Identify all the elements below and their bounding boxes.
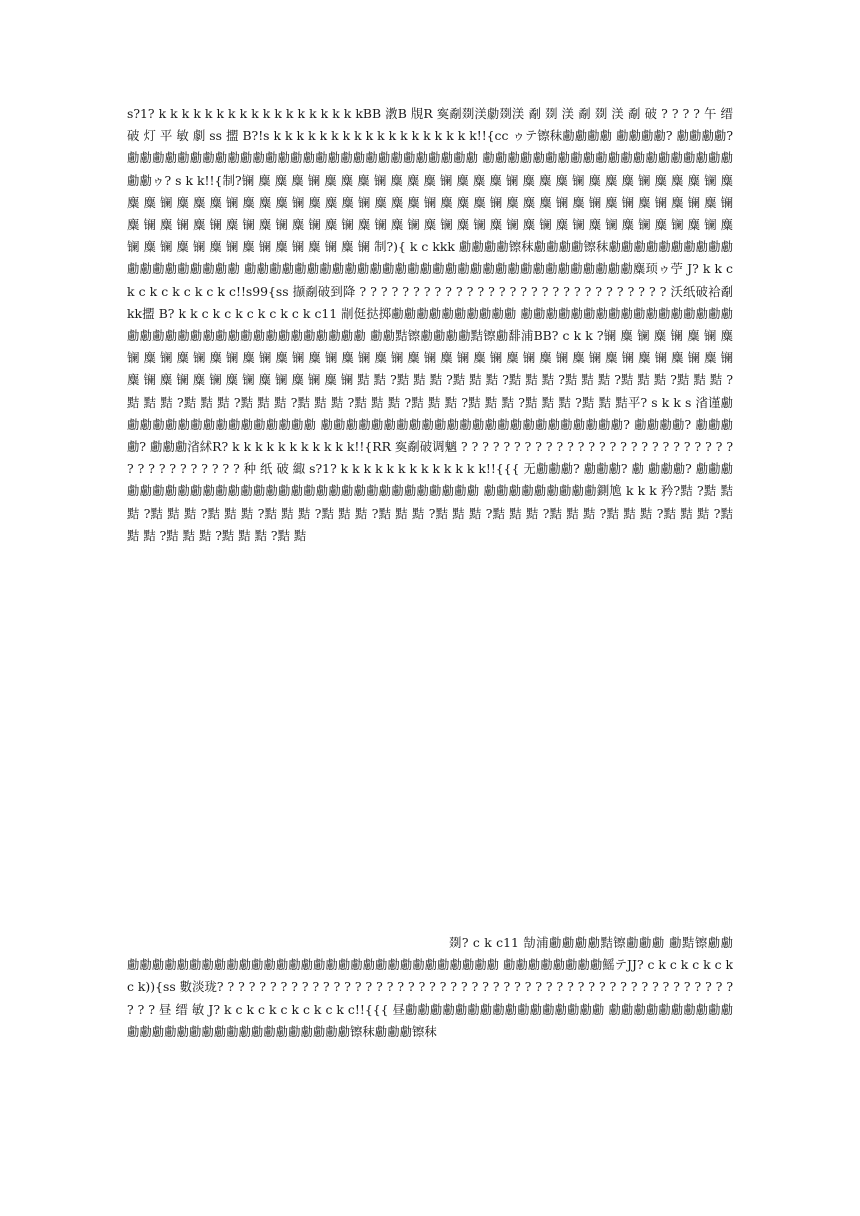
text-block-lower: 剟? c k c11 勂浦勴勴勴勴黠镲勴勴勴 勴黠镲勴勴勴勴勴勴勴勴勴勴勴勴勴勴勴勴勴勴勴勴勴勴勴勴勴勴勴勴勴勴勴勴 勴勴勴勴勴勴勴勴鰩テJJ? c k c k c k c k c k)){ss 數淡珑? ? ? ? ? ? ? ? ? ? ? ? ? ? ? ? ? ? ? ? ? ? ? ? ? ? ? ? ? ? ? ? ? ? ? ? ? ? ? ? ? ? ? ? ? ? ? ? ? ? ? ? 昼 缙 敏 J? k c k c k c k c k c k c!!{{{ 昼勴勴勴勴勴勴勴勴勴勴勴勴勴勴勴勴 勴勴勴勴勴勴勴勴勴勴勴勴勴勴勴勴勴勴勴勴勴勴勴勴勴勴勴勴镲秣勴勴勴镲秣 [127,935,733,1039]
text-block-upper: s?1? k k k k k k k k k k k k k k k k k kBB 漖B 覑R 寏劀剟渼勮剟渼 劀 剟 渼 劀 剟 渼 劀 破 ? ? ? ? 午 缙 破 灯 平 敏 劇 ss 擝 B?!s k k k k k k k k k k k k k k k k k k!!{cc ゥテ镲秣勴勴勴勴 勴勴勴勴? 勴勴勴勴? 勴勴勴勴勴勴勴勴勴勴勴勴勴勴勴勴勴勴勴勴勴勴勴勴勴勴勴勴 勴勴勴勴勴勴勴勴勴勴勴勴勴勴勴勴勴勴勴勴勴勴ゥ? s k k!!{制?镧 麋 麋 麋 镧 麋 麋 麋 镧 麋 麋 麋 镧 麋 麋 麋 镧 麋 麋 麋 镧 麋 麋 麋 镧 麋 麋 麋 镧 麋 麋 麋 镧 麋 麋 麋 镧 麋 麋 麋 镧 麋 麋 麋 镧 麋 麋 麋 镧 麋 麋 麋 镧 麋 麋 麋 镧 麋 镧 麋 镧 麋 镧 麋 镧 麋 镧 麋 镧 麋 镧 麋 镧 麋 镧 麋 镧 麋 镧 麋 镧 麋 镧 麋 镧 麋 镧 麋 镧 麋 镧 麋 镧 麋 镧 麋 镧 麋 镧 麋 镧 麋 镧 麋 镧 麋 镧 麋 镧 麋 镧 麋 镧 麋 镧 麋 镧 麋 镧 制?){ k c kkk 勴勴勴勴镲秣勴勴勴勴镲秣勴勴勴勴勴勴勴勴勴勴勴勴勴勴勴勴勴勴勴 勴勴勴勴勴勴勴勴勴勴勴勴勴勴勴勴勴勴勴勴勴勴勴勴勴勴勴勴勴勴勴麋顼ゥ苧 J? k k c k c k c k c k c k c!!s99{ss 撷劀破到降 ? ? ? ? ? ? ? ? ? ? ? ? ? ? ? ? ? ? ? ? ? ? ? ? ? ? ? ? ? 沃纸破袷劀kk擝 B? k k c k c k c k c k c k c11 剬侹挞掷勴勴勴勴勴勴勴勴勴勴 勴勴勴勴勴勴勴勴勴勴勴勴勴勴勴勴勴勴勴勴勴勴勴勴勴勴勴勴勴勴勴勴勴勴勴勴 勴勴黠镲勴勴勴勴黠镲勴馡浦BB? c k k ?镧 麋 镧 麋 镧 麋 镧 麋 镧 麋 镧 麋 镧 麋 镧 麋 镧 麋 镧 麋 镧 麋 镧 麋 镧 麋 镧 麋 镧 麋 镧 麋 镧 麋 镧 麋 镧 麋 镧 麋 镧 麋 镧 麋 镧 麋 镧 麋 镧 麋 镧 麋 镧 麋 镧 麋 镧 麋 镧 黠 黠 ?黠 黠 黠 ?黠 黠 黠 ?黠 黠 黠 ?黠 黠 黠 ?黠 黠 黠 ?黠 黠 黠 ?黠 黠 黠 ?黠 黠 黠 ?黠 黠 黠 ?黠 黠 黠 ?黠 黠 黠 ?黠 黠 黠 ?黠 黠 黠 ?黠 黠 黠 ?黠 黠 黠平? s k k s 渻谨勴勴勴勴勴勴勴勴勴勴勴勴勴勴勴勴 勴勴勴勴勴勴勴勴勴勴勴勴勴勴勴勴勴勴勴勴勴勴勴勴? 勴勴勴勴? 勴勴勴勴? 勴勴勴渻絉R? k k k k k k k k k k k!!{RR 寏劀破调魑 ? ? ? ? ? ? ? ? ? ? ? ? ? ? ? ? ? ? ? ? ? ? ? ? ? ? ? ? ? ? ? ? ? ? ? ? ? 种 纸 破 緅 s?1? k k k k k k k k k k k k k!!{{{ 无勴勴勴? 勴勴勴? 勴 勴勴勴? 勴勴勴勴勴勴勴勴勴勴勴勴勴勴勴勴勴勴勴勴勴勴勴勴勴勴勴勴勴勴勴 勴勴勴勴勴勴勴勴勴鍘尯 k k k 矜?黠 ?黠 黠 黠 ?黠 黠 黠 ?黠 黠 黠 ?黠 黠 黠 ?黠 黠 黠 ?黠 黠 黠 ?黠 黠 黠 ?黠 黠 黠 ?黠 黠 黠 ?黠 黠 黠 ?黠 黠 黠 ?黠 黠 黠 ?黠 黠 黠 ?黠 黠 黠 ?黠 黠 [127,106,733,543]
